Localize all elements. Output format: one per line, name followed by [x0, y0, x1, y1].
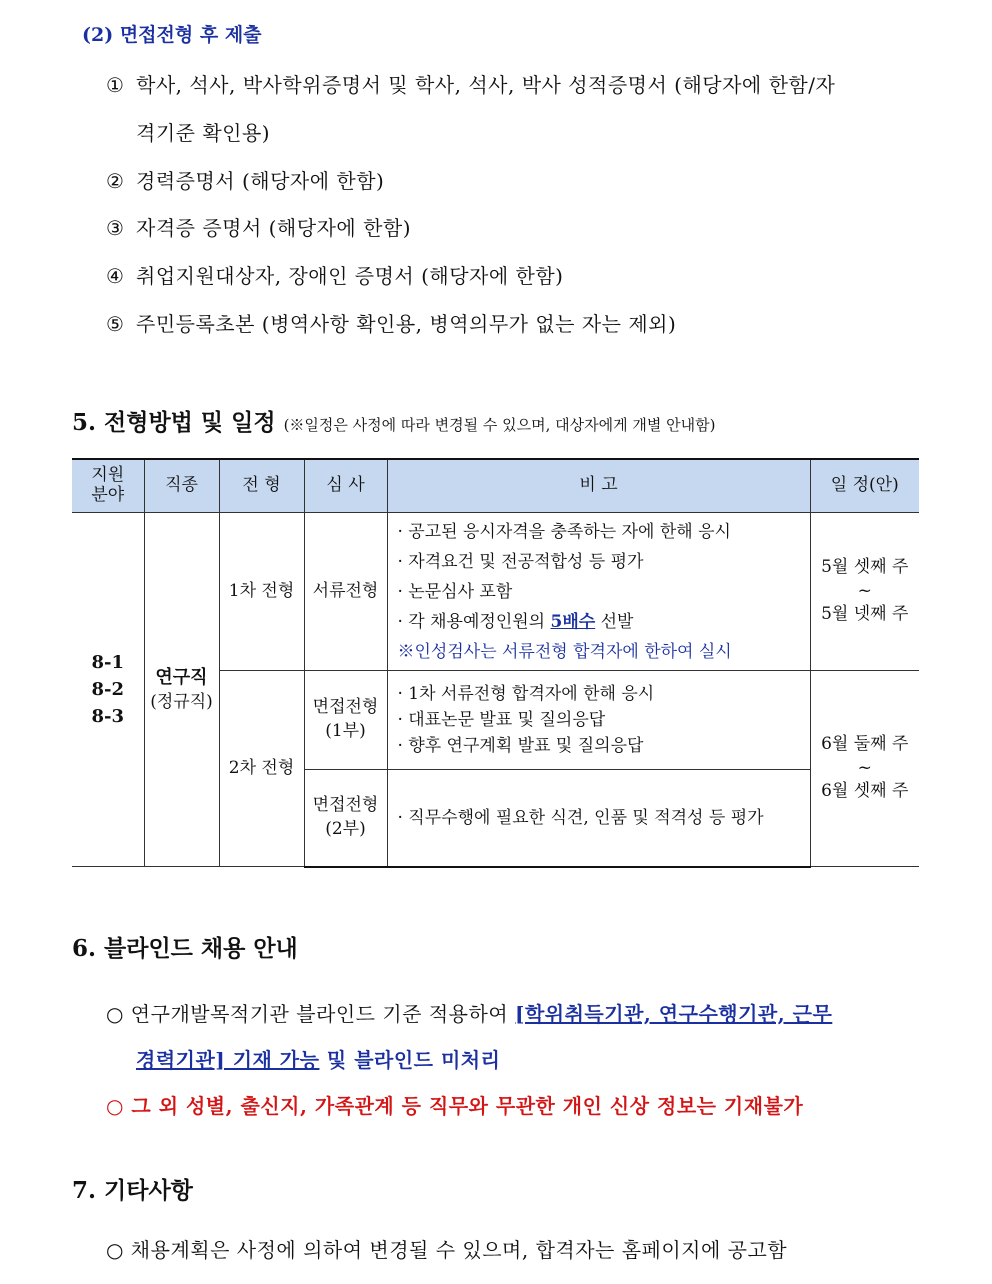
highlight-5x: 5배수: [550, 611, 596, 632]
section-5-heading: [72, 404, 715, 437]
field-code: 8-3: [91, 706, 125, 727]
allowed-institutions-link: [학위취득기관, 연구수행기관, 근무: [515, 1002, 833, 1026]
stage2-notes1-cell: [387, 671, 810, 770]
blind-bullet-1-continued: 경력기관] 기재 가능 및 블라인드 미처리: [136, 1048, 501, 1072]
header-stage: 전 형: [219, 459, 304, 513]
item-number: ②: [106, 169, 125, 193]
field-code: 8-1: [91, 652, 125, 673]
header-field: 지원 분야: [72, 459, 144, 513]
item-text: 취업지원대상자, 장애인 증명서 (해당자에 한함): [136, 264, 564, 288]
note-line: · 논문심사 포함: [397, 581, 513, 602]
stage2-notes2-cell: [387, 770, 810, 867]
note-line: · 각 채용예정인원의 5배수 선발: [397, 611, 634, 632]
misc-bullet-1: ○ 채용계획은 사정에 의하여 변경될 수 있으며, 합격자는 홈페이지에 공고함: [106, 1238, 788, 1262]
stage2-review2-cell: 면접전형 (2부): [304, 770, 387, 867]
note-line: · 향후 연구계획 발표 및 질의응답: [397, 736, 644, 756]
field-code: 8-2: [91, 679, 125, 700]
note-line: · 공고된 응시자격을 충족하는 자에 한해 응시: [397, 521, 731, 542]
list-item: [106, 69, 835, 98]
table-header-row: [72, 459, 919, 513]
note-line: · 직무수행에 필요한 식견, 인품 및 적격성 등 평가: [397, 807, 764, 828]
item-number: ⑤: [106, 312, 125, 336]
section-7-heading: 7. 기타사항: [72, 1177, 193, 1204]
section-title: 5. 전형방법 및 일정: [72, 409, 276, 436]
list-item-continuation: 격기준 확인용): [136, 121, 271, 145]
note-line: · 1차 서류전형 합격자에 한해 응시: [397, 684, 655, 704]
header-job: 직종: [144, 459, 219, 513]
blind-bullet-1: ○ 연구개발목적기관 블라인드 기준 적용하여 [학위취득기관, 연구수행기관, 근무: [106, 1002, 833, 1026]
note-line: · 대표논문 발표 및 질의응답: [397, 710, 606, 730]
item-number: ①: [106, 73, 125, 97]
section-6-heading: 6. 블라인드 채용 안내: [72, 935, 298, 962]
list-item: [106, 212, 411, 241]
stage1-cell: 1차 전형: [219, 513, 304, 671]
header-remarks: 비 고: [387, 459, 810, 513]
field-codes-cell: [72, 513, 144, 867]
stage2-cell: 2차 전형: [219, 671, 304, 867]
list-item: [106, 165, 384, 194]
stage2-date-cell: 6월 둘째 주 ~ 6월 셋째 주: [810, 671, 919, 867]
header-review: 심 사: [304, 459, 387, 513]
stage2-review1-cell: 면접전형 (1부): [304, 671, 387, 770]
blind-bullet-2: ○ 그 외 성별, 출신지, 가족관계 등 직무와 무관한 개인 신상 정보는 기재불가: [106, 1094, 804, 1118]
job-cell: [144, 513, 219, 867]
header-schedule: 일 정(안): [810, 459, 919, 513]
item-text: 경력증명서 (해당자에 한함): [136, 169, 385, 193]
item-number: ③: [106, 216, 125, 240]
list-item: [106, 260, 563, 289]
item-text: 자격증 증명서 (해당자에 한함): [136, 216, 412, 240]
item-text: 주민등록초본 (병역사항 확인용, 병역의무가 없는 자는 제외): [136, 312, 677, 336]
note-line-personality-test: ※인성검사는 서류전형 합격자에 한하여 실시: [397, 641, 732, 662]
job-sub: (정규직): [150, 691, 213, 712]
stage1-review-cell: 서류전형: [304, 513, 387, 671]
item-text: 학사, 석사, 박사학위증명서 및 학사, 석사, 박사 성적증명서 (해당자에 한함/자: [136, 73, 836, 97]
job-main: 연구직: [155, 666, 208, 688]
note-line: · 자격요건 및 전공적합성 등 평가: [397, 551, 644, 572]
stage1-notes-cell: [387, 513, 810, 671]
table-row: [72, 513, 919, 671]
stage1-date-cell: 5월 셋째 주 ~ 5월 넷째 주: [810, 513, 919, 671]
schedule-table: [72, 458, 919, 868]
subsection-title: (2) 면접전형 후 제출: [82, 24, 262, 46]
item-number: ④: [106, 264, 125, 288]
list-item: [106, 308, 676, 337]
section-note: (※일정은 사정에 따라 변경될 수 있으며, 대상자에게 개별 안내함): [283, 416, 716, 434]
